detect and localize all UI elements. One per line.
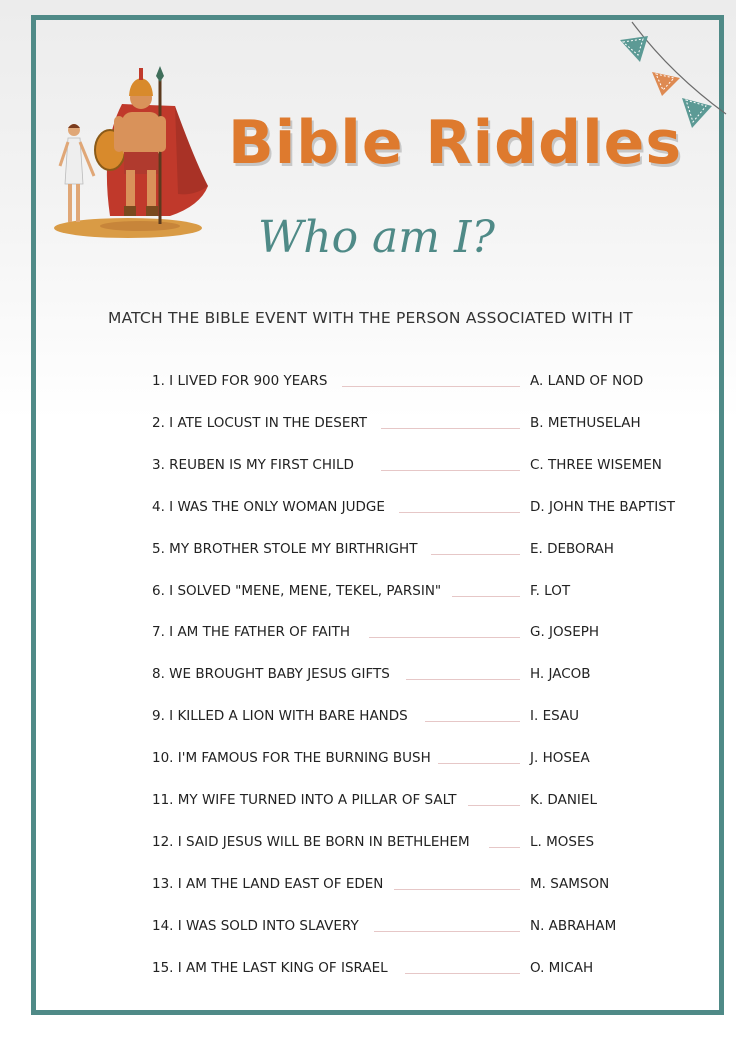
answer-blank-line[interactable]: [381, 428, 520, 429]
page-title: Bible Riddles: [228, 108, 683, 178]
answer-blank-line[interactable]: [394, 889, 520, 890]
answer-option: C. THREE WISEMEN: [530, 456, 662, 473]
riddle-question: 9. I KILLED A LION WITH BARE HANDS: [152, 708, 408, 725]
answer-option: B. METHUSELAH: [530, 414, 641, 431]
riddle-row: [0, 618, 736, 646]
page-subtitle: Who am I?: [258, 212, 495, 263]
answer-blank-line[interactable]: [438, 763, 520, 764]
answer-blank-line[interactable]: [489, 847, 520, 848]
riddle-row: [0, 954, 736, 982]
answer-blank-line[interactable]: [399, 512, 520, 513]
answer-option: J. HOSEA: [530, 750, 590, 767]
riddle-question: 1. I LIVED FOR 900 YEARS: [152, 373, 328, 389]
riddle-row: [0, 744, 736, 772]
riddle-row: [0, 577, 736, 605]
riddle-row: [0, 493, 736, 521]
riddle-row: [0, 660, 736, 688]
riddle-question: 13. I AM THE LAND EAST OF EDEN: [152, 875, 384, 892]
riddle-question: 6. I SOLVED "MENE, MENE, TEKEL, PARSIN": [152, 582, 442, 599]
riddle-row: [0, 786, 736, 814]
riddle-row: [0, 535, 736, 563]
answer-blank-line[interactable]: [468, 805, 520, 806]
answer-option: G. JOSEPH: [530, 624, 600, 641]
riddle-row: [0, 828, 736, 856]
riddle-question: 11. MY WIFE TURNED INTO A PILLAR OF SALT: [152, 792, 457, 808]
answer-option: F. LOT: [530, 582, 571, 599]
answer-blank-line[interactable]: [369, 637, 520, 638]
riddle-question: 5. MY BROTHER STOLE MY BIRTHRIGHT: [152, 540, 418, 557]
answer-option: N. ABRAHAM: [530, 917, 617, 934]
riddle-question: 8. WE BROUGHT BABY JESUS GIFTS: [152, 666, 390, 683]
riddle-question: 7. I AM THE FATHER OF FAITH: [152, 624, 350, 641]
answer-option: E. DEBORAH: [530, 540, 614, 557]
answer-blank-line[interactable]: [431, 554, 520, 555]
riddle-question: 10. I'M FAMOUS FOR THE BURNING BUSH: [152, 750, 431, 767]
answer-blank-line[interactable]: [452, 596, 520, 597]
answer-option: D. JOHN THE BAPTIST: [530, 498, 676, 515]
riddle-row: [0, 702, 736, 730]
riddle-question: 15. I AM THE LAST KING OF ISRAEL: [152, 959, 388, 976]
riddle-row: [0, 409, 736, 437]
answer-option: I. ESAU: [530, 708, 580, 725]
answer-blank-line[interactable]: [405, 973, 520, 974]
answer-option: H. JACOB: [530, 666, 591, 683]
riddle-question: 3. REUBEN IS MY FIRST CHILD: [152, 456, 354, 473]
answer-blank-line[interactable]: [342, 386, 520, 387]
answer-blank-line[interactable]: [406, 679, 520, 680]
riddle-row: [0, 367, 736, 395]
riddle-row: [0, 912, 736, 940]
riddle-question: 12. I SAID JESUS WILL BE BORN IN BETHLEHEM: [152, 833, 470, 850]
instructions-text: MATCH THE BIBLE EVENT WITH THE PERSON ASSOCIATED WITH IT: [108, 309, 633, 327]
riddle-row: [0, 451, 736, 479]
answer-option: L. MOSES: [530, 833, 595, 850]
answer-option: A. LAND OF NOD: [530, 373, 644, 389]
answer-blank-line[interactable]: [381, 470, 520, 471]
answer-blank-line[interactable]: [425, 721, 520, 722]
riddle-question: 14. I WAS SOLD INTO SLAVERY: [152, 917, 359, 934]
riddle-question: 2. I ATE LOCUST IN THE DESERT: [152, 414, 368, 431]
answer-blank-line[interactable]: [374, 931, 520, 932]
answer-option: O. MICAH: [530, 959, 594, 976]
riddle-row: [0, 870, 736, 898]
answer-option: M. SAMSON: [530, 875, 610, 892]
answer-option: K. DANIEL: [530, 792, 597, 808]
riddle-question: 4. I WAS THE ONLY WOMAN JUDGE: [152, 498, 385, 515]
